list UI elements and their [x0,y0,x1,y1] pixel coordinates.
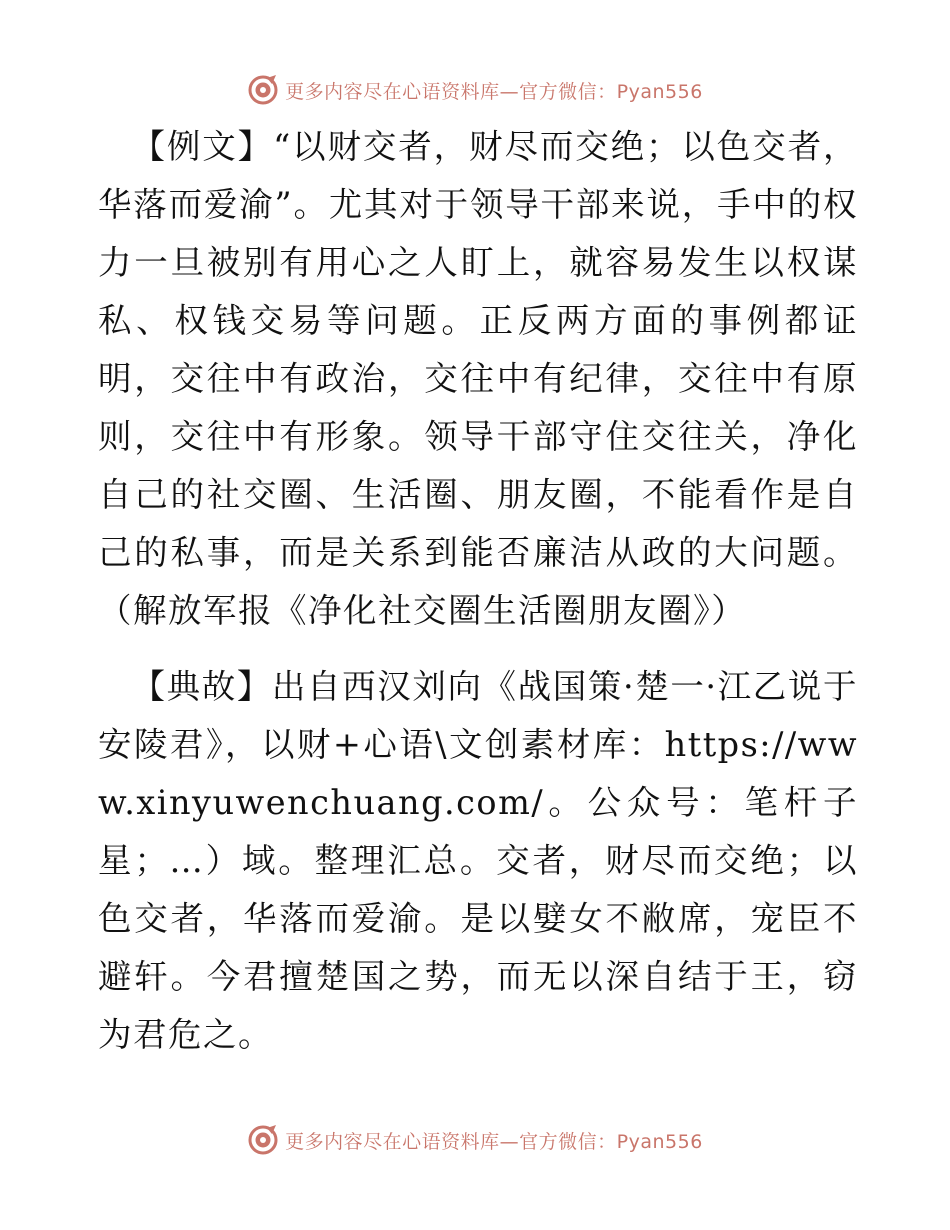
banner-text: 更多内容尽在心语资料库—官方微信：Pyan556 [285,80,703,103]
seal-logo-icon [247,1124,279,1156]
document-body [98,118,858,1064]
header-banner [0,70,950,110]
example-paragraph: 【例文】“以财交者，财尽而交绝；以色交者，华落而爱渝”。尤其对于领导干部来说，手中的权力一旦被别有用心之人盯上，就容易发生以权谋私、权钱交易等问题。正反两方面的事例都证明，交往中有政治，交往中有纪律，交往中有原则，交往中有形象。领导干部守住交往关，净化自己的社交圈、生活圈、朋友圈，不能看作是自己的私事，而是关系到能否廉洁从政的大问题。（解放军报《净化社交圈生活圈朋友圈》） [98,127,858,630]
banner-text: 更多内容尽在心语资料库—官方微信：Pyan556 [285,1130,703,1153]
allusion-paragraph: 【典故】出自西汉刘向《战国策·楚一·江乙说于安陵君》，以财+心语\文创素材库：https://www.xinyuwenchuang.com/。公众号：笔杆子星；…）域。整理汇总。交者，财尽而交绝；以色交者，华落而爱渝。是以嬖女不敝席，宠臣不避轩。今君擅楚国之势，而无以深自结于王，窃为君危之。 [98,667,858,1054]
footer-banner [0,1120,950,1160]
seal-logo-icon [247,74,279,106]
